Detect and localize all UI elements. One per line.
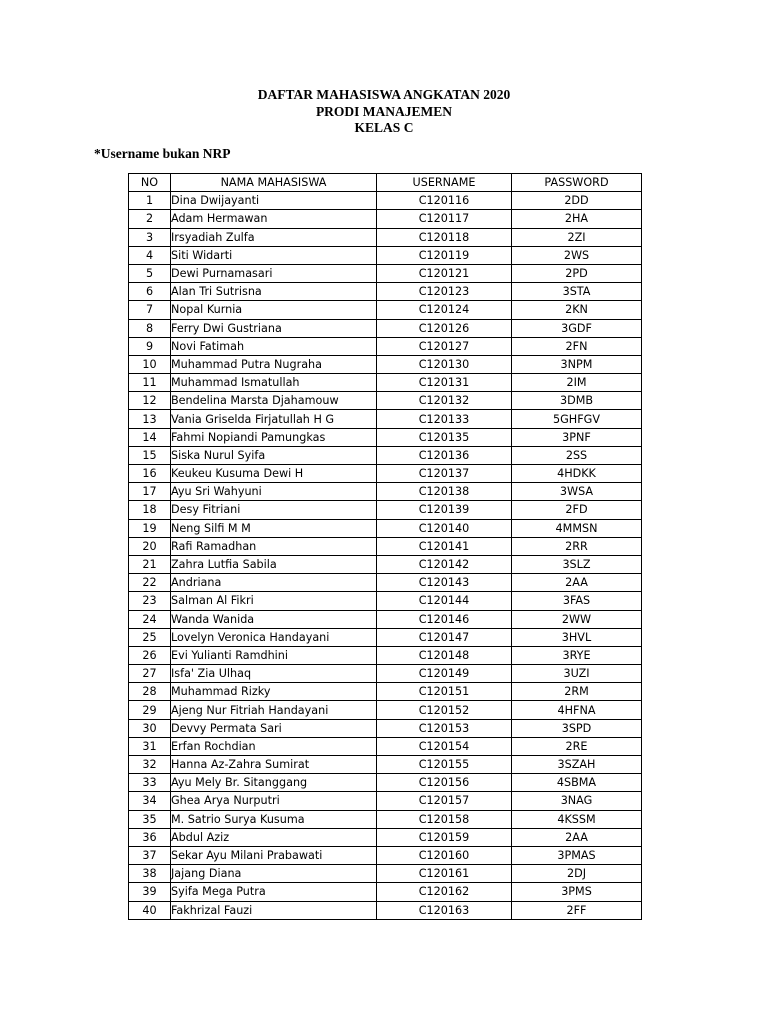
table-row bbox=[129, 301, 642, 319]
table-body bbox=[129, 192, 642, 920]
table-row bbox=[129, 392, 642, 410]
table-row bbox=[129, 737, 642, 755]
username-cell: C120140 bbox=[377, 519, 512, 537]
password-cell: 2IM bbox=[512, 374, 642, 392]
student-name-cell: Siti Widarti bbox=[171, 246, 377, 264]
student-name-cell: Vania Griselda Firjatullah H G bbox=[171, 410, 377, 428]
table-row bbox=[129, 610, 642, 628]
table-row bbox=[129, 519, 642, 537]
table-row bbox=[129, 846, 642, 864]
student-name-cell: Rafi Ramadhan bbox=[171, 537, 377, 555]
table-row bbox=[129, 792, 642, 810]
username-cell: C120141 bbox=[377, 537, 512, 555]
password-cell: 3GDF bbox=[512, 319, 642, 337]
username-cell: C120144 bbox=[377, 592, 512, 610]
student-name-cell: M. Satrio Surya Kusuma bbox=[171, 810, 377, 828]
table-row bbox=[129, 192, 642, 210]
student-name-cell: Evi Yulianti Ramdhini bbox=[171, 646, 377, 664]
row-number-cell: 16 bbox=[129, 465, 171, 483]
password-cell: 4HDKK bbox=[512, 465, 642, 483]
student-name-cell: Sekar Ayu Milani Prabawati bbox=[171, 846, 377, 864]
password-cell: 3RYE bbox=[512, 646, 642, 664]
username-cell: C120147 bbox=[377, 628, 512, 646]
table-row bbox=[129, 574, 642, 592]
password-cell: 2SS bbox=[512, 446, 642, 464]
row-number-cell: 22 bbox=[129, 574, 171, 592]
table-header-row bbox=[129, 174, 642, 192]
row-number-cell: 28 bbox=[129, 683, 171, 701]
username-cell: C120157 bbox=[377, 792, 512, 810]
username-cell: C120119 bbox=[377, 246, 512, 264]
student-name-cell: Fahmi Nopiandi Pamungkas bbox=[171, 428, 377, 446]
password-cell: 3NPM bbox=[512, 355, 642, 373]
column-header-name: NAMA MAHASISWA bbox=[171, 174, 377, 192]
table-row bbox=[129, 410, 642, 428]
student-name-cell: Alan Tri Sutrisna bbox=[171, 283, 377, 301]
username-cell: C120139 bbox=[377, 501, 512, 519]
password-cell: 2FN bbox=[512, 337, 642, 355]
username-cell: C120159 bbox=[377, 828, 512, 846]
table-row bbox=[129, 683, 642, 701]
student-name-cell: Ayu Sri Wahyuni bbox=[171, 483, 377, 501]
password-cell: 4MMSN bbox=[512, 519, 642, 537]
column-header-password: PASSWORD bbox=[512, 174, 642, 192]
table-row bbox=[129, 264, 642, 282]
table-row bbox=[129, 665, 642, 683]
student-name-cell: Isfa' Zia Ulhaq bbox=[171, 665, 377, 683]
username-cell: C120146 bbox=[377, 610, 512, 628]
table-row bbox=[129, 210, 642, 228]
row-number-cell: 32 bbox=[129, 756, 171, 774]
password-cell: 3SLZ bbox=[512, 555, 642, 573]
username-cell: C120137 bbox=[377, 465, 512, 483]
row-number-cell: 25 bbox=[129, 628, 171, 646]
document-title bbox=[0, 87, 768, 137]
password-cell: 3SPD bbox=[512, 719, 642, 737]
student-name-cell: Erfan Rochdian bbox=[171, 737, 377, 755]
password-cell: 3DMB bbox=[512, 392, 642, 410]
table-row bbox=[129, 774, 642, 792]
password-cell: 2ZI bbox=[512, 228, 642, 246]
student-name-cell: Lovelyn Veronica Handayani bbox=[171, 628, 377, 646]
password-cell: 3HVL bbox=[512, 628, 642, 646]
student-name-cell: Dina Dwijayanti bbox=[171, 192, 377, 210]
student-name-cell: Devvy Permata Sari bbox=[171, 719, 377, 737]
username-cell: C120127 bbox=[377, 337, 512, 355]
password-cell: 3FAS bbox=[512, 592, 642, 610]
password-cell: 2KN bbox=[512, 301, 642, 319]
password-cell: 2FF bbox=[512, 901, 642, 919]
username-cell: C120126 bbox=[377, 319, 512, 337]
table-row bbox=[129, 592, 642, 610]
row-number-cell: 7 bbox=[129, 301, 171, 319]
username-cell: C120121 bbox=[377, 264, 512, 282]
row-number-cell: 15 bbox=[129, 446, 171, 464]
username-cell: C120117 bbox=[377, 210, 512, 228]
password-cell: 3STA bbox=[512, 283, 642, 301]
row-number-cell: 38 bbox=[129, 865, 171, 883]
row-number-cell: 17 bbox=[129, 483, 171, 501]
title-line-1: DAFTAR MAHASISWA ANGKATAN 2020 bbox=[257, 87, 511, 102]
student-name-cell: Hanna Az-Zahra Sumirat bbox=[171, 756, 377, 774]
username-cell: C120123 bbox=[377, 283, 512, 301]
password-cell: 2RE bbox=[512, 737, 642, 755]
username-cell: C120156 bbox=[377, 774, 512, 792]
row-number-cell: 19 bbox=[129, 519, 171, 537]
row-number-cell: 26 bbox=[129, 646, 171, 664]
username-cell: C120155 bbox=[377, 756, 512, 774]
username-cell: C120151 bbox=[377, 683, 512, 701]
row-number-cell: 14 bbox=[129, 428, 171, 446]
student-table bbox=[128, 173, 642, 920]
student-name-cell: Fakhrizal Fauzi bbox=[171, 901, 377, 919]
student-name-cell: Andriana bbox=[171, 574, 377, 592]
table-row bbox=[129, 319, 642, 337]
row-number-cell: 35 bbox=[129, 810, 171, 828]
student-name-cell: Ghea Arya Nurputri bbox=[171, 792, 377, 810]
password-cell: 3NAG bbox=[512, 792, 642, 810]
student-name-cell: Zahra Lutfia Sabila bbox=[171, 555, 377, 573]
row-number-cell: 9 bbox=[129, 337, 171, 355]
table-row bbox=[129, 756, 642, 774]
password-cell: 4SBMA bbox=[512, 774, 642, 792]
password-cell: 2WW bbox=[512, 610, 642, 628]
row-number-cell: 31 bbox=[129, 737, 171, 755]
student-name-cell: Irsyadiah Zulfa bbox=[171, 228, 377, 246]
username-cell: C120143 bbox=[377, 574, 512, 592]
row-number-cell: 1 bbox=[129, 192, 171, 210]
row-number-cell: 11 bbox=[129, 374, 171, 392]
row-number-cell: 30 bbox=[129, 719, 171, 737]
student-name-cell: Dewi Purnamasari bbox=[171, 264, 377, 282]
row-number-cell: 36 bbox=[129, 828, 171, 846]
password-cell: 3PMAS bbox=[512, 846, 642, 864]
password-cell: 2PD bbox=[512, 264, 642, 282]
table-row bbox=[129, 555, 642, 573]
row-number-cell: 21 bbox=[129, 555, 171, 573]
table-row bbox=[129, 865, 642, 883]
username-cell: C120138 bbox=[377, 483, 512, 501]
username-cell: C120130 bbox=[377, 355, 512, 373]
row-number-cell: 2 bbox=[129, 210, 171, 228]
table-row bbox=[129, 355, 642, 373]
username-cell: C120158 bbox=[377, 810, 512, 828]
table-row bbox=[129, 465, 642, 483]
student-name-cell: Ferry Dwi Gustriana bbox=[171, 319, 377, 337]
row-number-cell: 3 bbox=[129, 228, 171, 246]
row-number-cell: 8 bbox=[129, 319, 171, 337]
row-number-cell: 23 bbox=[129, 592, 171, 610]
table-row bbox=[129, 883, 642, 901]
password-cell: 2AA bbox=[512, 828, 642, 846]
username-cell: C120148 bbox=[377, 646, 512, 664]
row-number-cell: 20 bbox=[129, 537, 171, 555]
table-row bbox=[129, 901, 642, 919]
username-cell: C120152 bbox=[377, 701, 512, 719]
table-row bbox=[129, 228, 642, 246]
row-number-cell: 4 bbox=[129, 246, 171, 264]
student-name-cell: Desy Fitriani bbox=[171, 501, 377, 519]
username-cell: C120118 bbox=[377, 228, 512, 246]
student-name-cell: Ajeng Nur Fitriah Handayani bbox=[171, 701, 377, 719]
password-cell: 2FD bbox=[512, 501, 642, 519]
student-name-cell: Nopal Kurnia bbox=[171, 301, 377, 319]
title-line-3: KELAS C bbox=[354, 120, 414, 135]
row-number-cell: 39 bbox=[129, 883, 171, 901]
username-cell: C120153 bbox=[377, 719, 512, 737]
row-number-cell: 34 bbox=[129, 792, 171, 810]
username-note: *Username bukan NRP bbox=[94, 146, 231, 161]
student-name-cell: Jajang Diana bbox=[171, 865, 377, 883]
table-row bbox=[129, 719, 642, 737]
row-number-cell: 12 bbox=[129, 392, 171, 410]
row-number-cell: 33 bbox=[129, 774, 171, 792]
title-line-2: PRODI MANAJEMEN bbox=[315, 103, 453, 119]
student-name-cell: Syifa Mega Putra bbox=[171, 883, 377, 901]
password-cell: 2WS bbox=[512, 246, 642, 264]
row-number-cell: 6 bbox=[129, 283, 171, 301]
username-cell: C120160 bbox=[377, 846, 512, 864]
password-cell: 2AA bbox=[512, 574, 642, 592]
student-name-cell: Muhammad Rizky bbox=[171, 683, 377, 701]
username-cell: C120131 bbox=[377, 374, 512, 392]
row-number-cell: 40 bbox=[129, 901, 171, 919]
password-cell: 3WSA bbox=[512, 483, 642, 501]
student-name-cell: Keukeu Kusuma Dewi H bbox=[171, 465, 377, 483]
row-number-cell: 13 bbox=[129, 410, 171, 428]
table-row bbox=[129, 810, 642, 828]
username-cell: C120136 bbox=[377, 446, 512, 464]
password-cell: 3UZI bbox=[512, 665, 642, 683]
password-cell: 4HFNA bbox=[512, 701, 642, 719]
username-cell: C120162 bbox=[377, 883, 512, 901]
table-row bbox=[129, 337, 642, 355]
student-name-cell: Muhammad Putra Nugraha bbox=[171, 355, 377, 373]
password-cell: 2DJ bbox=[512, 865, 642, 883]
username-cell: C120132 bbox=[377, 392, 512, 410]
student-name-cell: Adam Hermawan bbox=[171, 210, 377, 228]
row-number-cell: 27 bbox=[129, 665, 171, 683]
row-number-cell: 37 bbox=[129, 846, 171, 864]
student-name-cell: Wanda Wanida bbox=[171, 610, 377, 628]
table-row bbox=[129, 446, 642, 464]
password-cell: 5GHFGV bbox=[512, 410, 642, 428]
password-cell: 3PMS bbox=[512, 883, 642, 901]
column-header-no: NO bbox=[129, 174, 171, 192]
student-name-cell: Ayu Mely Br. Sitanggang bbox=[171, 774, 377, 792]
student-name-cell: Salman Al Fikri bbox=[171, 592, 377, 610]
row-number-cell: 29 bbox=[129, 701, 171, 719]
username-cell: C120124 bbox=[377, 301, 512, 319]
password-cell: 4KSSM bbox=[512, 810, 642, 828]
row-number-cell: 10 bbox=[129, 355, 171, 373]
table-row bbox=[129, 283, 642, 301]
student-name-cell: Novi Fatimah bbox=[171, 337, 377, 355]
column-header-username: USERNAME bbox=[377, 174, 512, 192]
table-row bbox=[129, 701, 642, 719]
student-name-cell: Neng Silfi M M bbox=[171, 519, 377, 537]
student-name-cell: Bendelina Marsta Djahamouw bbox=[171, 392, 377, 410]
student-name-cell: Muhammad Ismatullah bbox=[171, 374, 377, 392]
username-cell: C120142 bbox=[377, 555, 512, 573]
row-number-cell: 18 bbox=[129, 501, 171, 519]
username-cell: C120163 bbox=[377, 901, 512, 919]
row-number-cell: 5 bbox=[129, 264, 171, 282]
student-name-cell: Siska Nurul Syifa bbox=[171, 446, 377, 464]
student-name-cell: Abdul Aziz bbox=[171, 828, 377, 846]
table-row bbox=[129, 246, 642, 264]
row-number-cell: 24 bbox=[129, 610, 171, 628]
table-row bbox=[129, 374, 642, 392]
table-row bbox=[129, 537, 642, 555]
password-cell: 2HA bbox=[512, 210, 642, 228]
username-cell: C120154 bbox=[377, 737, 512, 755]
password-cell: 3PNF bbox=[512, 428, 642, 446]
username-cell: C120149 bbox=[377, 665, 512, 683]
table-row bbox=[129, 483, 642, 501]
username-cell: C120116 bbox=[377, 192, 512, 210]
table-row bbox=[129, 428, 642, 446]
username-cell: C120135 bbox=[377, 428, 512, 446]
table-row bbox=[129, 628, 642, 646]
username-cell: C120133 bbox=[377, 410, 512, 428]
username-cell: C120161 bbox=[377, 865, 512, 883]
table-row bbox=[129, 501, 642, 519]
password-cell: 3SZAH bbox=[512, 756, 642, 774]
table-row bbox=[129, 828, 642, 846]
password-cell: 2DD bbox=[512, 192, 642, 210]
table-row bbox=[129, 646, 642, 664]
password-cell: 2RM bbox=[512, 683, 642, 701]
password-cell: 2RR bbox=[512, 537, 642, 555]
